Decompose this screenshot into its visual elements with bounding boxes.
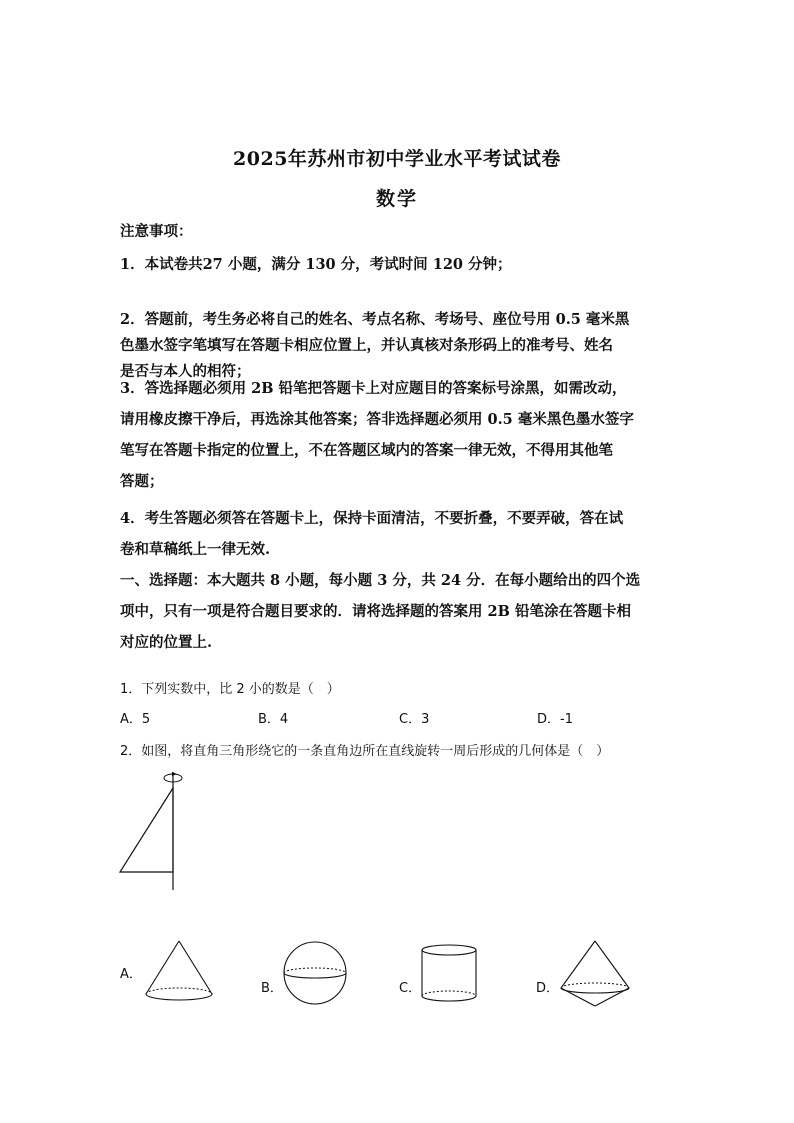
- question-1-option-d[interactable]: D．-1: [537, 712, 573, 727]
- section-line: 项中，只有一项是符合题目要求的．请将选择题的答案用 2B 铅笔涂在答题卡相: [120, 603, 631, 620]
- notice-line: 色墨水签字笔填写在答题卡相应位置上，并认真核对条形码上的准考号、姓名: [120, 337, 613, 354]
- notice-line: 请用橡皮擦干净后，再选涂其他答案；答非选择题必须用 0.5 毫米黑色墨水签字: [120, 411, 634, 428]
- question-2-option-b[interactable]: B．: [261, 981, 283, 996]
- notice-item-4: [120, 503, 623, 565]
- double-cone-shape: [558, 938, 632, 1010]
- notice-line: 是否与本人的相符；: [120, 363, 251, 380]
- notice-line: 2．答题前，考生务必将自己的姓名、考点名称、考场号、座位号用 0.5 毫米黑: [120, 311, 630, 328]
- section-line: 一、选择题：本大题共 8 小题，每小题 3 分，共 24 分．在每小题给出的四个选: [120, 572, 641, 589]
- question-1-option-b[interactable]: B．4: [258, 712, 289, 727]
- notice-line: 3．答选择题必须用 2B 铅笔把答题卡上对应题目的答案标号涂黑，如需改动，: [120, 380, 627, 397]
- notice-line: 1．本试卷共27 小题，满分 130 分，考试时间 120 分钟；: [120, 256, 512, 273]
- notice-item-1: [120, 249, 512, 280]
- cylinder-shape: [419, 942, 479, 1004]
- cone-shape: [143, 938, 215, 1002]
- question-2-option-c[interactable]: C．: [399, 981, 422, 996]
- section-instructions: [120, 565, 640, 658]
- notice-line: 卷和草稿纸上一律无效.: [120, 541, 271, 558]
- notice-item-3: [120, 373, 634, 497]
- notice-line: 笔写在答题卡指定的位置上，不在答题区域内的答案一律无效，不得用其他笔: [120, 442, 613, 459]
- question-2-option-a[interactable]: A．: [120, 967, 142, 982]
- exam-title: 2025年苏州市初中学业水平考试试卷: [233, 148, 561, 170]
- notice-line: 答题；: [120, 473, 164, 490]
- rotating-triangle-figure: [110, 768, 200, 894]
- sphere-shape: [280, 938, 350, 1008]
- section-line: 对应的位置上.: [120, 634, 213, 651]
- question-2-option-d[interactable]: D．: [536, 981, 560, 996]
- question-1-option-c[interactable]: C．3: [399, 712, 430, 727]
- notice-line: 4．考生答题必须答在答题卡上，保持卡面清洁，不要折叠，不要弄破，答在试: [120, 510, 624, 527]
- question-1-stem: 1．下列实数中，比 2 小的数是（ ）: [120, 682, 340, 697]
- notice-heading: 注意事项：: [120, 223, 193, 240]
- subject-title: 数学: [375, 188, 418, 210]
- question-1-option-a[interactable]: A．5: [120, 712, 151, 727]
- question-2-stem: 2．如图，将直角三角形绕它的一条直角边所在直线旋转一周后形成的几何体是（ ）: [120, 744, 610, 759]
